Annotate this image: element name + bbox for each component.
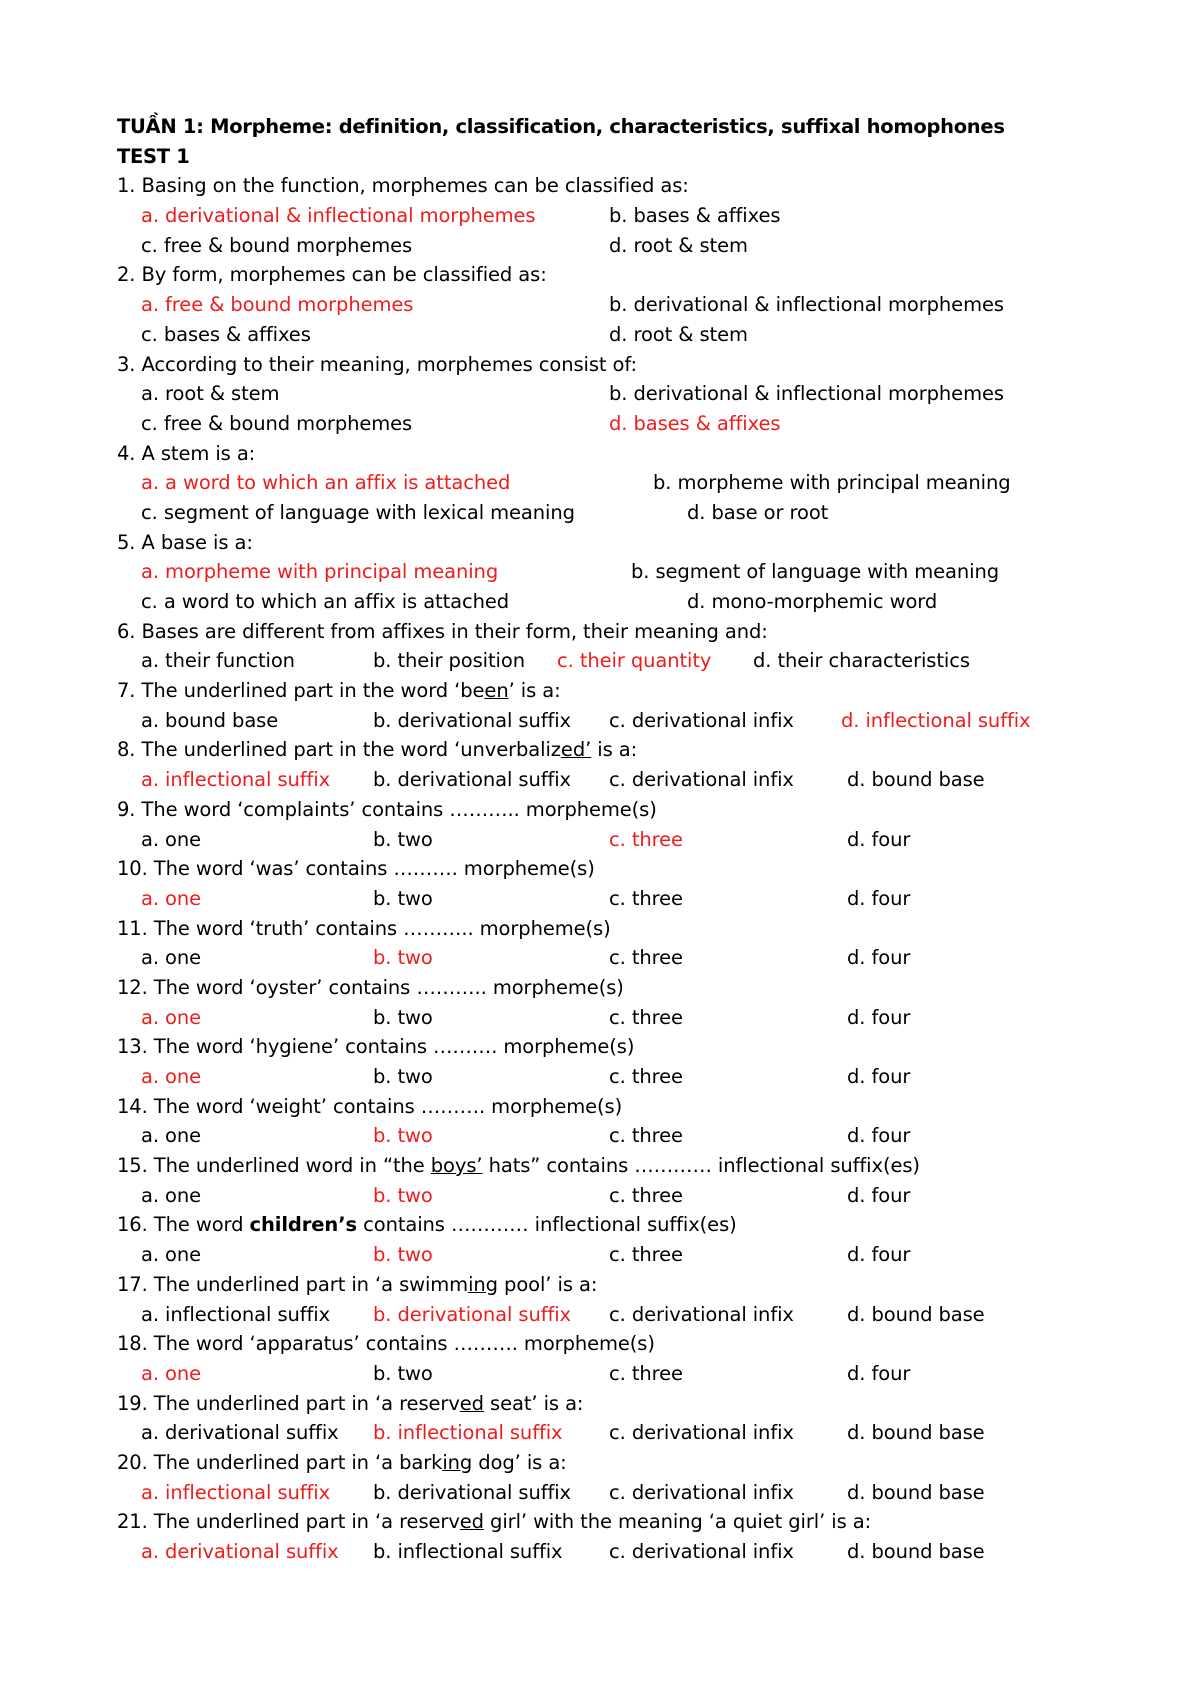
option-b: b. derivational suffix	[373, 1480, 571, 1504]
option-d: d. bound base	[847, 1480, 985, 1504]
options-row	[117, 231, 1097, 261]
option-b: b. segment of language with meaning	[631, 560, 1000, 584]
option-c: c. three	[609, 1243, 683, 1267]
option-a-answer: a. morpheme with principal meaning	[141, 560, 499, 584]
option-d: d. their characteristics	[753, 649, 970, 673]
option-b: b. inflectional suffix	[373, 1540, 563, 1563]
option-b-answer: b. two	[373, 946, 433, 970]
options-row	[117, 201, 1097, 231]
options-row	[117, 1478, 1097, 1508]
option-c: c. three	[609, 1183, 683, 1207]
options-row	[117, 1418, 1097, 1448]
options-row	[117, 706, 1097, 736]
option-d: d. four	[847, 1065, 911, 1088]
option-b: b. two	[373, 886, 433, 910]
option-d: d. bound base	[847, 1302, 985, 1326]
option-a-answer: a. derivational suffix	[141, 1540, 339, 1563]
option-c: c. three	[609, 1124, 683, 1148]
option-d: d. root & stem	[609, 322, 748, 346]
option-b-answer: b. two	[373, 1183, 433, 1207]
options-row	[117, 765, 1097, 795]
options-row	[117, 1121, 1097, 1151]
underlined-part: ed	[459, 1510, 484, 1534]
options-row	[117, 320, 1097, 350]
question-15: 15. The underlined word in “the boys’ hats” contains ………… inflectional suffix(es)	[117, 1154, 920, 1178]
option-c: c. free & bound morphemes	[141, 233, 413, 257]
option-a: a. one	[141, 1124, 202, 1148]
options-row	[117, 290, 1097, 320]
document-title: TUẦN 1: Morpheme: definition, classification, characteristics, suffixal homophones	[117, 115, 1005, 138]
option-a: a. one	[141, 946, 202, 970]
option-a: a. bound base	[141, 708, 279, 732]
question-6: 6. Bases are different from affixes in their form, their meaning and:	[117, 619, 768, 643]
option-c: c. derivational infix	[609, 1302, 794, 1326]
option-a: a. derivational suffix	[141, 1421, 339, 1445]
option-d: d. bound base	[847, 768, 985, 792]
option-b: b. derivational suffix	[373, 768, 571, 792]
option-a-answer: a. derivational & inflectional morphemes	[141, 204, 536, 228]
option-b-answer: b. derivational suffix	[373, 1302, 571, 1326]
option-d: d. four	[847, 1005, 911, 1029]
option-c: c. three	[609, 1005, 683, 1029]
options-row	[117, 1359, 1097, 1389]
options-row	[117, 1537, 1097, 1567]
option-d: d. four	[847, 946, 911, 970]
option-d: d. bound base	[847, 1421, 985, 1445]
option-a-answer: a. one	[141, 886, 202, 910]
question-7: 7. The underlined part in the word ‘been’ is a:	[117, 679, 561, 703]
option-d-answer: d. inflectional suffix	[841, 708, 1031, 732]
option-b: b. two	[373, 827, 433, 851]
option-d: d. four	[847, 1243, 911, 1267]
options-row	[117, 409, 1097, 439]
option-d: d. four	[847, 1361, 911, 1385]
option-c-answer: c. three	[609, 827, 683, 851]
option-a-answer: a. free & bound morphemes	[141, 293, 414, 317]
option-b: b. two	[373, 1065, 433, 1088]
option-c: c. derivational infix	[609, 1540, 794, 1563]
option-c: c. three	[609, 1065, 683, 1088]
option-a: a. their function	[141, 649, 295, 673]
option-b-answer: b. inflectional suffix	[373, 1421, 563, 1445]
options-row	[117, 1003, 1097, 1033]
underlined-part: ed’	[560, 738, 592, 762]
option-d: d. four	[847, 1183, 911, 1207]
underlined-part: ing	[442, 1450, 473, 1474]
options-row	[117, 498, 1097, 528]
option-a-answer: a. one	[141, 1065, 202, 1088]
bold-word: children’s	[249, 1213, 358, 1237]
option-b: b. derivational suffix	[373, 708, 571, 732]
options-row	[117, 1062, 1097, 1092]
question-5: 5. A base is a:	[117, 530, 253, 554]
option-b: b. two	[373, 1005, 433, 1029]
underlined-part: ed	[459, 1391, 484, 1415]
question-9: 9. The word ‘complaints’ contains ……….. morpheme(s)	[117, 797, 657, 821]
option-d: d. four	[847, 1124, 911, 1148]
option-d: d. root & stem	[609, 233, 748, 257]
option-b: b. derivational & inflectional morphemes	[609, 293, 1004, 317]
options-row	[117, 646, 1097, 676]
option-c: c. free & bound morphemes	[141, 411, 413, 435]
option-c: c. three	[609, 1361, 683, 1385]
question-8: 8. The underlined part in the word ‘unverbalized’ is a:	[117, 738, 638, 762]
option-c: c. bases & affixes	[141, 322, 311, 346]
option-d: d. mono-morphemic word	[687, 590, 938, 613]
question-21: 21. The underlined part in ‘a reserved girl’ with the meaning ‘a quiet girl’ is a:	[117, 1510, 872, 1534]
question-11: 11. The word ‘truth’ contains ……….. morpheme(s)	[117, 916, 611, 940]
question-3: 3. According to their meaning, morphemes consist of:	[117, 352, 637, 376]
options-row	[117, 557, 1097, 587]
option-c: c. derivational infix	[609, 768, 794, 792]
option-c: c. derivational infix	[609, 708, 794, 732]
question-1: 1. Basing on the function, morphemes can be classified as:	[117, 174, 689, 198]
options-row	[117, 1300, 1097, 1330]
underlined-part: en	[484, 679, 509, 703]
options-row	[117, 884, 1097, 914]
test-label: TEST 1	[117, 144, 190, 168]
option-a-answer: a. a word to which an affix is attached	[141, 471, 511, 495]
option-b: b. derivational & inflectional morphemes	[609, 382, 1004, 406]
option-c: c. derivational infix	[609, 1421, 794, 1445]
option-c: c. three	[609, 946, 683, 970]
question-4: 4. A stem is a:	[117, 441, 256, 465]
question-18: 18. The word ‘apparatus’ contains ………. morpheme(s)	[117, 1332, 655, 1356]
option-d: d. four	[847, 827, 911, 851]
option-c-answer: c. their quantity	[557, 649, 712, 673]
option-b: b. two	[373, 1361, 433, 1385]
option-a: a. inflectional suffix	[141, 1302, 331, 1326]
option-c: c. three	[609, 886, 683, 910]
option-a: a. one	[141, 1243, 202, 1267]
options-row	[117, 587, 1097, 617]
option-c: c. segment of language with lexical meaning	[141, 500, 575, 524]
question-14: 14. The word ‘weight’ contains ………. morpheme(s)	[117, 1094, 623, 1118]
options-row	[117, 1240, 1097, 1270]
option-a-answer: a. inflectional suffix	[141, 768, 331, 792]
option-d: d. bound base	[847, 1540, 985, 1563]
option-a: a. one	[141, 1183, 202, 1207]
option-a-answer: a. one	[141, 1361, 202, 1385]
option-b-answer: b. two	[373, 1243, 433, 1267]
option-c: c. derivational infix	[609, 1480, 794, 1504]
underlined-part: ing	[468, 1272, 498, 1296]
question-12: 12. The word ‘oyster’ contains ……….. morpheme(s)	[117, 975, 624, 999]
options-row	[117, 943, 1097, 973]
question-10: 10. The word ‘was’ contains ………. morpheme(s)	[117, 857, 595, 881]
test-document	[117, 112, 1097, 1567]
option-d-answer: d. bases & affixes	[609, 411, 781, 435]
options-row	[117, 825, 1097, 855]
question-19: 19. The underlined part in ‘a reserved seat’ is a:	[117, 1391, 584, 1415]
option-b: b. morpheme with principal meaning	[653, 471, 1011, 495]
question-16: 16. The word children’s contains ………… inflectional suffix(es)	[117, 1213, 737, 1237]
option-a-answer: a. one	[141, 1005, 202, 1029]
question-13: 13. The word ‘hygiene’ contains ………. morpheme(s)	[117, 1035, 635, 1059]
option-b: b. bases & affixes	[609, 204, 781, 228]
option-a: a. one	[141, 827, 202, 851]
options-row	[117, 468, 1097, 498]
option-b-answer: b. two	[373, 1124, 433, 1148]
question-20: 20. The underlined part in ‘a barking dog’ is a:	[117, 1450, 567, 1474]
underlined-part: boys’	[430, 1154, 483, 1178]
question-2: 2. By form, morphemes can be classified as:	[117, 263, 547, 287]
options-row	[117, 1181, 1097, 1211]
option-b: b. their position	[373, 649, 525, 673]
option-d: d. base or root	[687, 500, 829, 524]
option-d: d. four	[847, 886, 911, 910]
option-c: c. a word to which an affix is attached	[141, 590, 510, 613]
option-a-answer: a. inflectional suffix	[141, 1480, 331, 1504]
option-a: a. root & stem	[141, 382, 280, 406]
options-row	[117, 379, 1097, 409]
question-17: 17. The underlined part in ‘a swimming pool’ is a:	[117, 1272, 598, 1296]
